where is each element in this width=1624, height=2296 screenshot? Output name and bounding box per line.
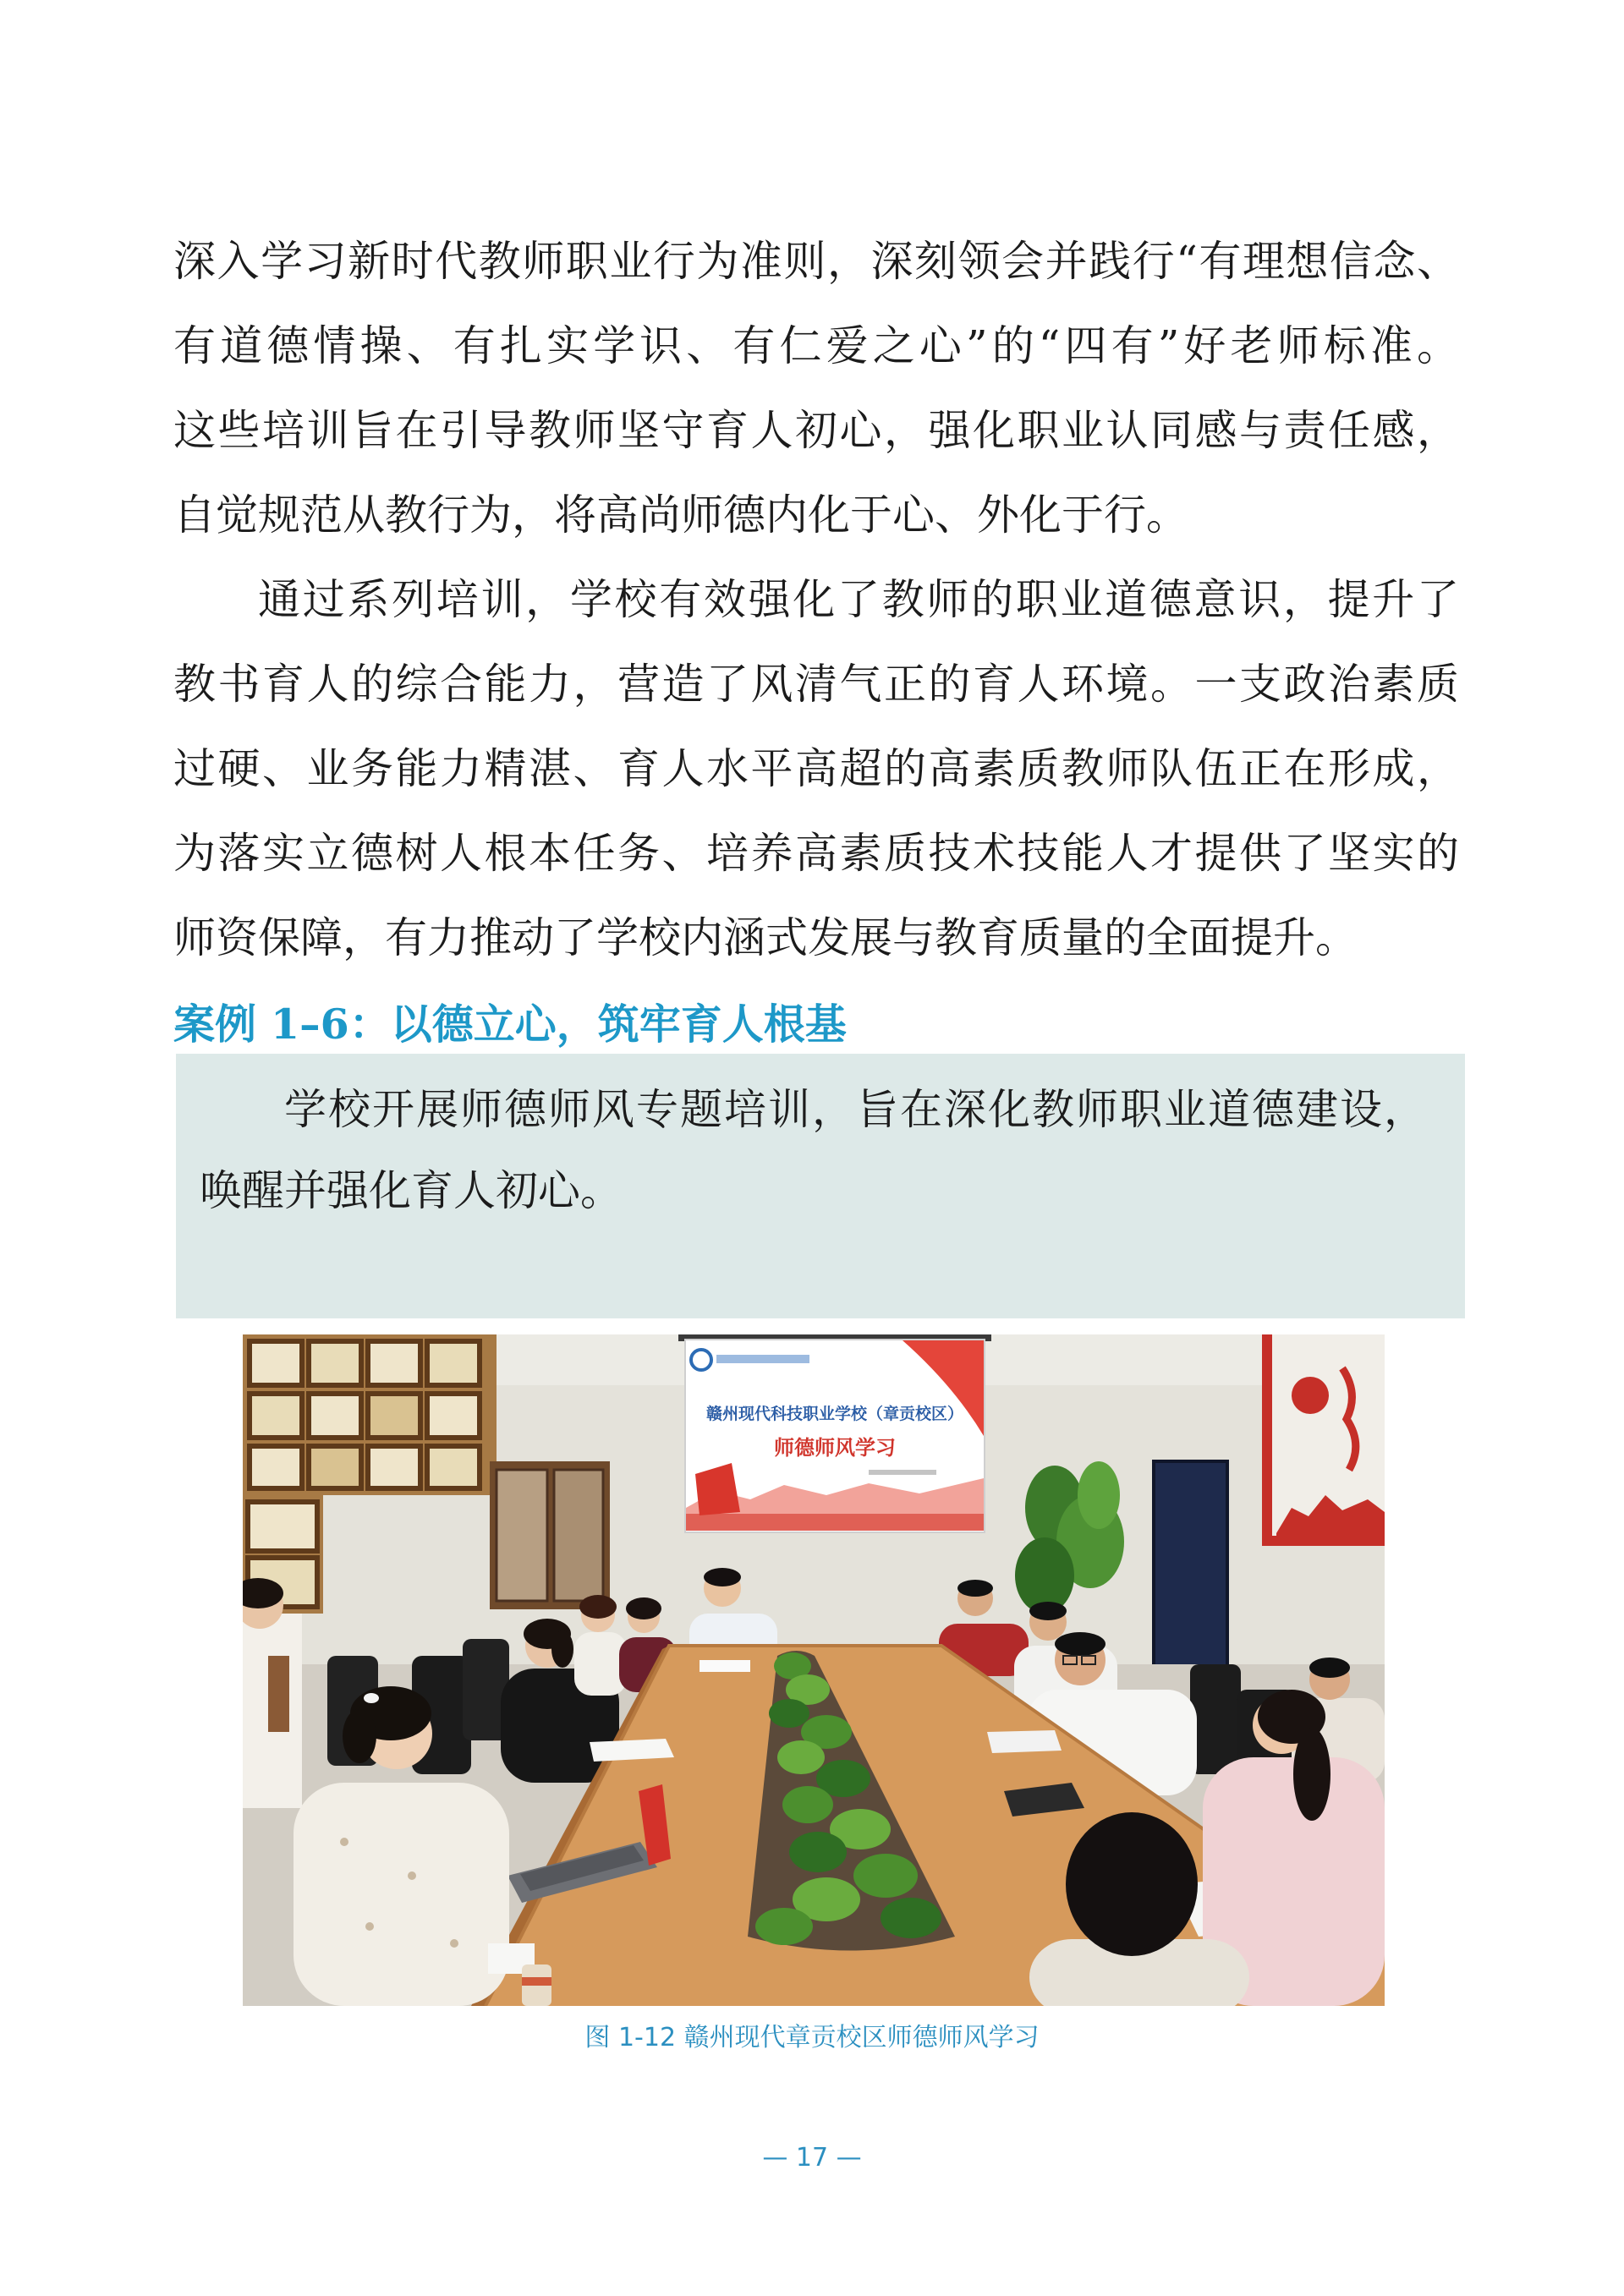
paragraph-line: 这些培训旨在引导教师坚守育人初心，强化职业认同感与责任感，: [173, 406, 1459, 455]
plant-leaf: [755, 1908, 813, 1945]
certificate-frame: [309, 1341, 361, 1385]
case-summary-box: [176, 1054, 1465, 1318]
wall-decoration-border: [1262, 1536, 1385, 1546]
bag-strap: [268, 1656, 289, 1732]
participant-hair: [626, 1597, 661, 1619]
meeting-photo-illustration: [243, 1334, 1385, 2006]
participant-body: [574, 1632, 627, 1696]
participant-hair: [1293, 1728, 1330, 1821]
certificate-frame: [427, 1394, 480, 1438]
certificate-frame: [250, 1394, 302, 1438]
plant-leaf: [789, 1832, 847, 1872]
certificate-frame: [368, 1394, 420, 1438]
notebook: [987, 1730, 1062, 1753]
case-summary-line: 唤醒并强化育人初心。: [200, 1166, 623, 1215]
screen-subtitle: 师德师风学习: [774, 1436, 896, 1460]
paragraph-line: 过硬、业务能力精湛、育人水平高超的高素质教师队伍正在形成，: [173, 744, 1459, 793]
door: [1154, 1461, 1227, 1673]
certificate-frame: [248, 1502, 317, 1551]
case-summary-line: 学校开展师德师风专题培训，旨在深化教师职业道德建设，: [284, 1085, 1426, 1134]
certificate-frame: [427, 1341, 480, 1385]
figure-caption: 图 1-12 赣州现代章贡校区师德师风学习: [584, 2023, 1040, 2052]
participant-hair: [1066, 1812, 1198, 1956]
plant-leaf: [1078, 1461, 1120, 1529]
paragraph-summary: [173, 557, 1459, 980]
paragraph-line: 为落实立德树人根本任务、培养高素质技术技能人才提供了坚实的: [173, 829, 1459, 878]
bottle-label: [522, 1977, 551, 1986]
paragraph-line: 深入学习新时代教师职业行为准则，深刻领会并践行“有理想信念、: [173, 237, 1459, 286]
certificate-frame: [427, 1446, 480, 1488]
paragraph-line: 师资保障，有力推动了学校内涵式发展与教育质量的全面提升。: [173, 913, 1358, 962]
wall-emblem-icon: [1292, 1377, 1329, 1414]
shirt-pattern: [450, 1939, 458, 1948]
certificate-frame: [250, 1446, 302, 1488]
paragraph-continued: [173, 219, 1459, 557]
case-heading: 案例 1–6：以德立心，筑牢育人根基: [173, 1000, 847, 1049]
paragraph-line: 自觉规范从教行为，将高尚师德内化于心、外化于行。: [173, 490, 1188, 540]
cabinet-glass-door: [554, 1470, 603, 1601]
participant-hair: [1309, 1658, 1350, 1678]
plant-leaf: [777, 1740, 825, 1774]
certificate-frame: [250, 1341, 302, 1385]
participant-hair: [1055, 1632, 1106, 1656]
participant-hair: [343, 1709, 376, 1763]
paragraph-line: 教书育人的综合能力，营造了风清气正的育人环境。一支政治素质: [173, 660, 1459, 709]
participant-hair: [1029, 1602, 1067, 1620]
participant-hair: [551, 1630, 573, 1668]
page-number: — 17 —: [762, 2143, 862, 2173]
logo-wordmark: [716, 1355, 809, 1363]
certificate-frame: [368, 1446, 420, 1488]
certificate-frame: [368, 1341, 420, 1385]
shirt-pattern: [365, 1922, 374, 1931]
case-summary-text: [200, 1069, 1426, 1231]
plant-leaf: [769, 1699, 809, 1728]
chair: [1190, 1664, 1241, 1774]
certificate-frame: [309, 1446, 361, 1488]
paragraph-line: 通过系列培训，学校有效强化了教师的职业道德意识，提升了: [258, 575, 1459, 624]
notebook: [700, 1660, 750, 1672]
screen-date-line: [869, 1470, 936, 1475]
plant-leaf: [853, 1854, 918, 1898]
cabinet-glass-door: [497, 1470, 547, 1601]
body-text: [173, 219, 1459, 980]
shirt-pattern: [408, 1871, 416, 1880]
meeting-photo: [243, 1334, 1385, 2006]
certificate-frame: [309, 1394, 361, 1438]
plant-leaf: [782, 1786, 833, 1823]
screen-bottom-band: [686, 1514, 984, 1531]
shirt-pattern: [340, 1838, 348, 1846]
plant-leaf: [881, 1898, 941, 1938]
participant-hair: [704, 1568, 741, 1586]
participant-body: [294, 1783, 509, 2006]
paragraph-line: 有道德情操、有扎实学识、有仁爱之心”的“四有”好老师标准。: [173, 321, 1459, 370]
screen-title: 赣州现代科技职业学校（章贡校区）: [705, 1405, 964, 1423]
participant-hair: [957, 1580, 993, 1597]
hair-clip: [364, 1693, 379, 1703]
wall-decoration-border: [1262, 1334, 1272, 1546]
participant-hair: [579, 1595, 617, 1619]
